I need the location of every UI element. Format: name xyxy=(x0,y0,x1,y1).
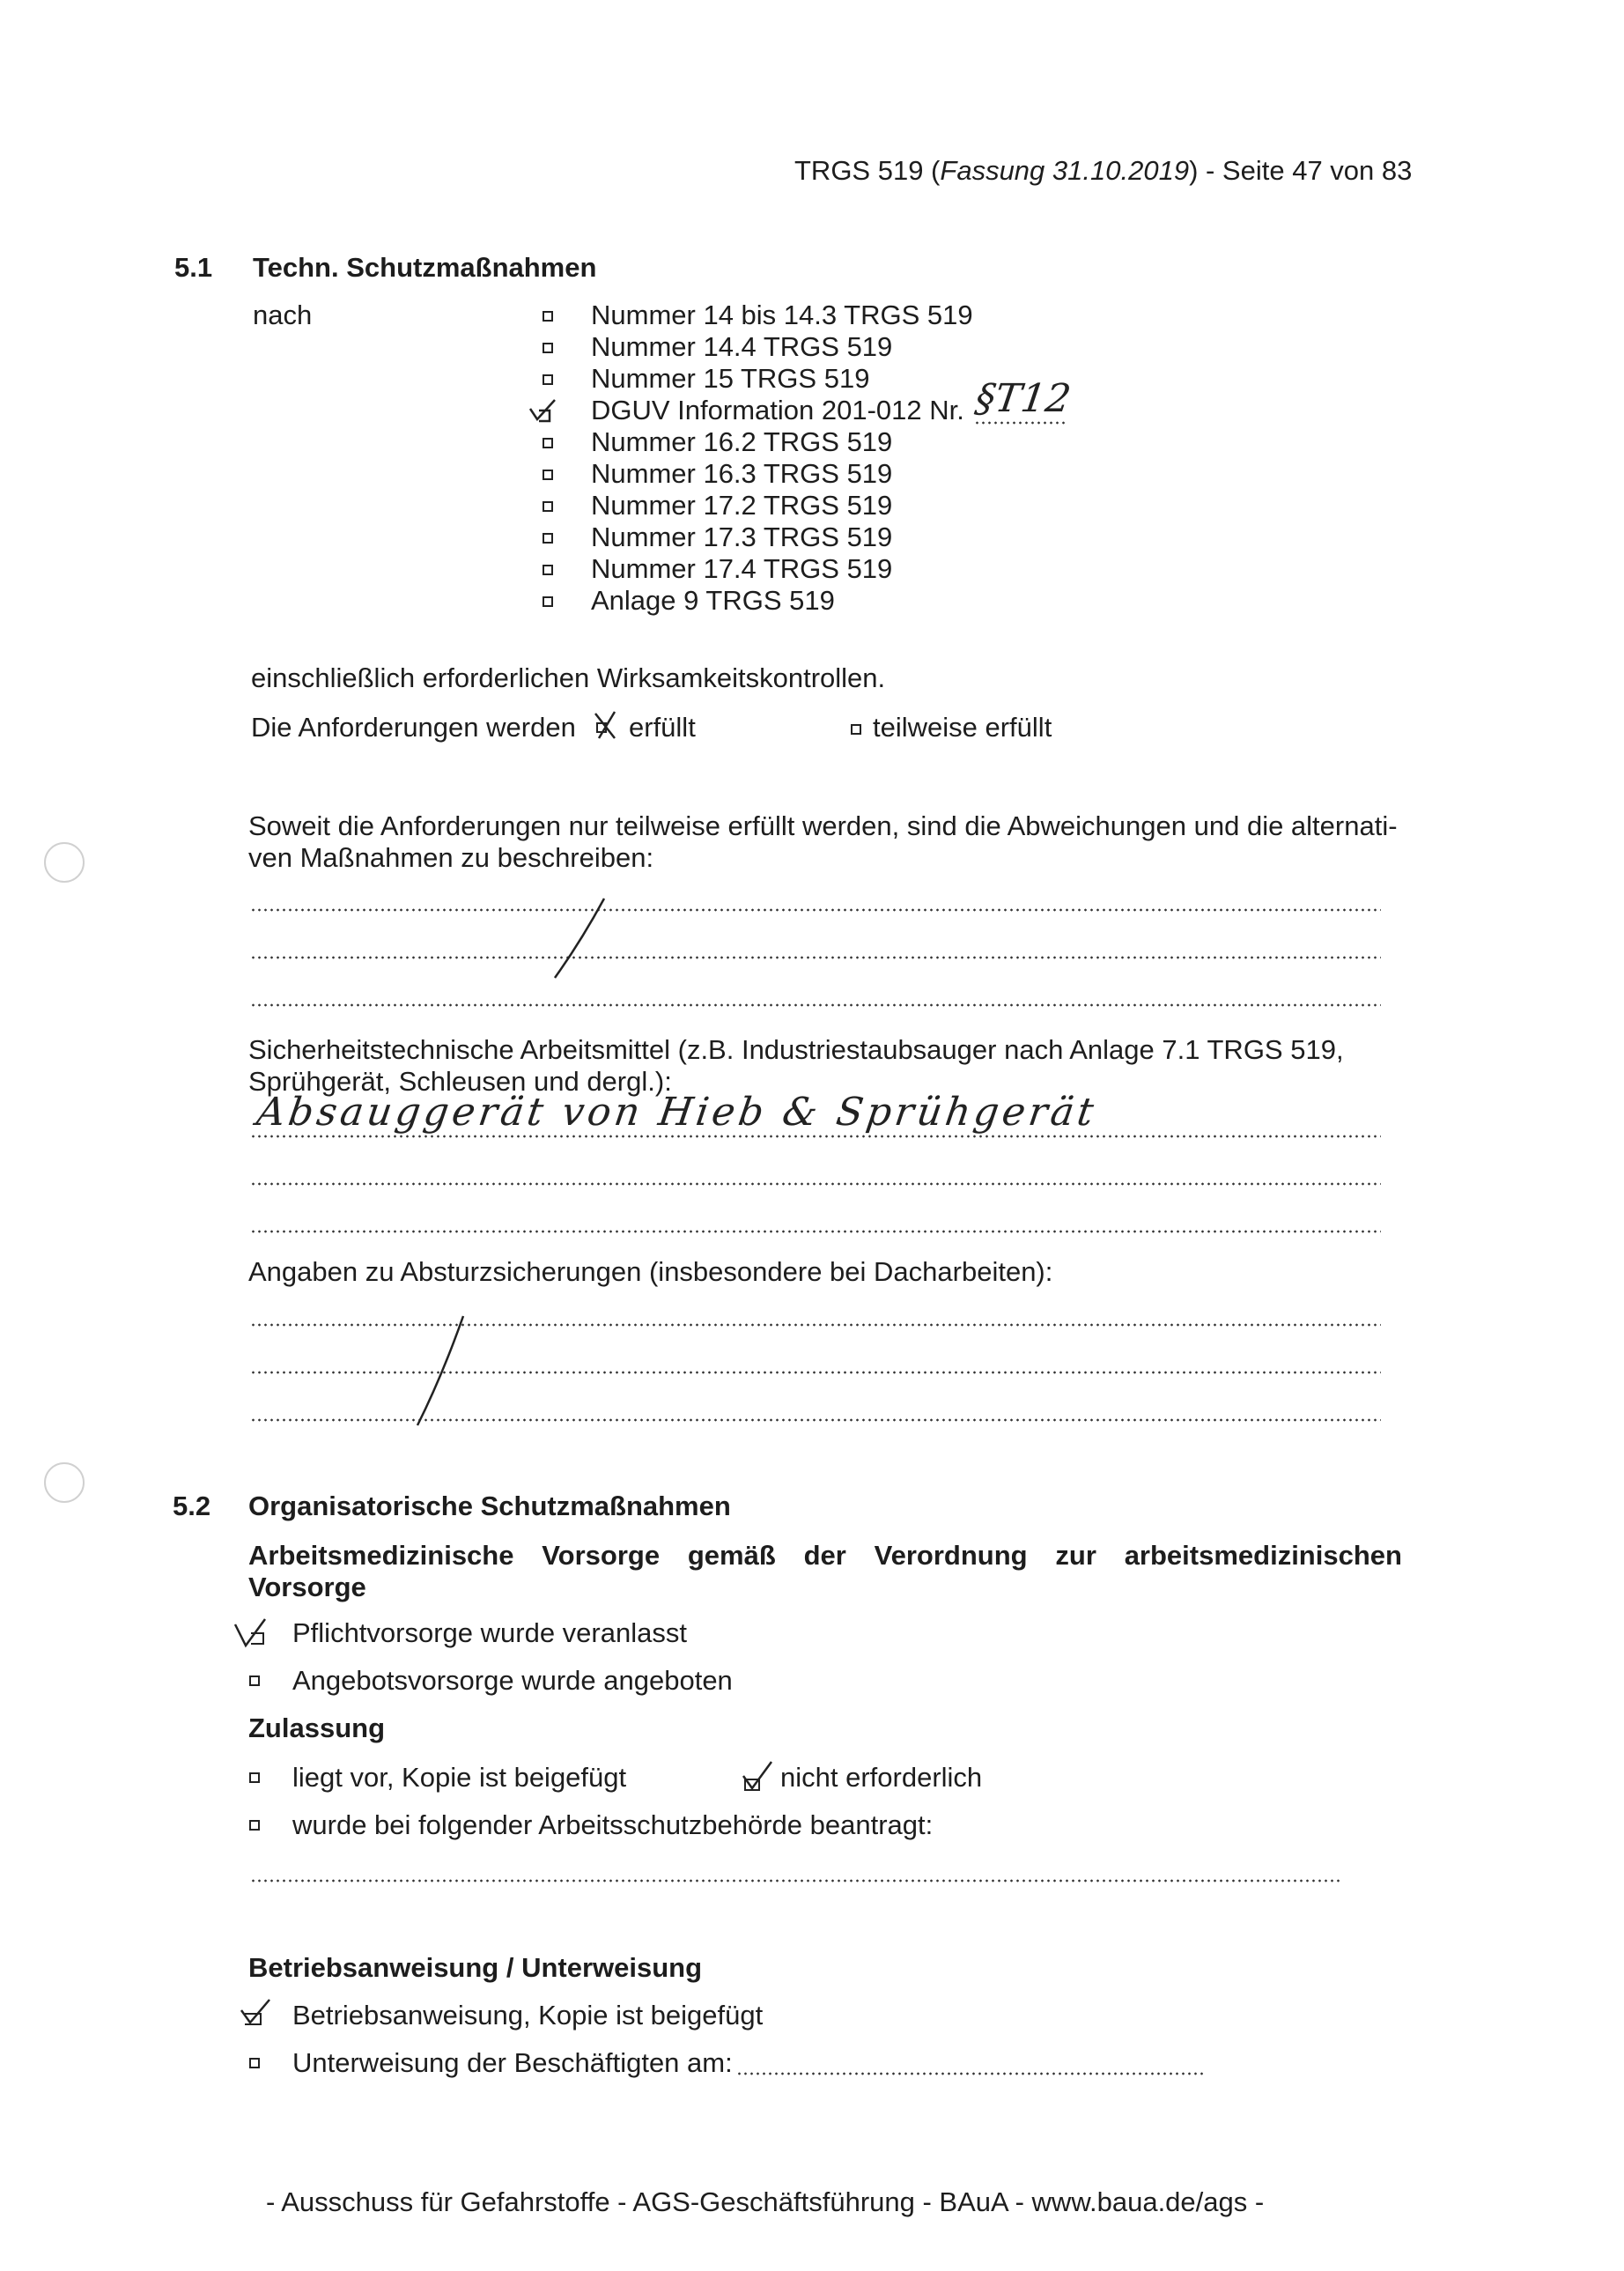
unterweisung-checkbox[interactable] xyxy=(249,2058,260,2068)
section-5-1-number: 5.1 xyxy=(174,252,213,283)
fulfilled-label: erfüllt xyxy=(629,712,696,743)
equipment-line-3[interactable] xyxy=(250,1230,1381,1233)
deviation-line-3[interactable] xyxy=(250,1003,1381,1007)
option-checkbox[interactable] xyxy=(543,533,553,544)
occupational-word: arbeitsmedizinischen xyxy=(1124,1540,1402,1571)
option-checkbox[interactable] xyxy=(543,596,553,607)
liegt-vor-label: liegt vor, Kopie ist beigefügt xyxy=(292,1762,627,1793)
option-checkbox[interactable] xyxy=(543,565,553,575)
option-label: Nummer 15 TRGS 519 xyxy=(591,363,870,394)
option-checkbox[interactable] xyxy=(543,470,553,480)
partially-checkbox[interactable] xyxy=(851,724,861,735)
occupational-word: Vorsorge xyxy=(542,1540,661,1571)
liegt-vor-checkbox[interactable] xyxy=(249,1772,260,1783)
page-header: TRGS 519 (Fassung 31.10.2019) - Seite 47 von 83 xyxy=(794,155,1413,186)
unterweisung-date-line[interactable] xyxy=(736,2072,1207,2075)
equipment-text-line-1: Sicherheitstechnische Arbeitsmittel (z.B. Industriestaubsauger nach Anlage 7.1 TRGS 519, xyxy=(248,1034,1344,1065)
occupational-line-2: Vorsorge xyxy=(248,1572,366,1602)
option-label: Nummer 16.3 TRGS 519 xyxy=(591,458,893,489)
betriebsanweisung-label: Betriebsanweisung, Kopie ist beigefügt xyxy=(292,2000,764,2031)
beantragt-checkbox[interactable] xyxy=(249,1820,260,1831)
requirements-label: Die Anforderungen werden xyxy=(251,712,576,743)
equipment-handwriting: Absauggerät von Hieb & Sprühgerät xyxy=(254,1090,1100,1135)
nach-label: nach xyxy=(253,300,313,330)
fall-protection-text: Angaben zu Absturzsicherungen (insbesondere bei Dacharbeiten): xyxy=(248,1256,1053,1287)
inclusive-text: einschließlich erforderlichen Wirksamkeitskontrollen. xyxy=(251,662,886,693)
page-footer: - Ausschuss für Gefahrstoffe - AGS-Geschäftsführung - BAuA - www.baua.de/ags - xyxy=(266,2186,1265,2217)
option-checkbox[interactable] xyxy=(543,374,553,385)
option-label: Nummer 14.4 TRGS 519 xyxy=(591,331,893,362)
occupational-word: der xyxy=(803,1540,846,1571)
occupational-line-1 xyxy=(248,1540,1402,1572)
fall-protection-strike-icon xyxy=(410,1314,472,1429)
angebot-checkbox[interactable] xyxy=(249,1676,260,1686)
option-checkbox[interactable] xyxy=(543,311,553,322)
deviation-text-line-1: Soweit die Anforderungen nur teilweise erfüllt werden, sind die Abweichungen und die alternati- xyxy=(248,810,1398,841)
punch-hole-top xyxy=(44,842,85,883)
option-label: Nummer 16.2 TRGS 519 xyxy=(591,426,893,457)
option-checkbox[interactable] xyxy=(543,438,553,448)
option-checkbox[interactable] xyxy=(543,501,553,512)
beantragt-label: wurde bei folgender Arbeitsschutzbehörde beantragt: xyxy=(292,1809,934,1840)
betrieb-title: Betriebsanweisung / Unterweisung xyxy=(248,1952,703,1983)
section-5-2-title: Organisatorische Schutzmaßnahmen xyxy=(248,1491,731,1521)
option-label: Nummer 17.3 TRGS 519 xyxy=(591,522,893,552)
deviation-line-1[interactable] xyxy=(250,908,1381,912)
equipment-line-1[interactable] xyxy=(250,1135,1381,1138)
zulassung-title: Zulassung xyxy=(248,1712,386,1743)
betriebsanweisung-check-mark-icon xyxy=(240,1998,273,2028)
occupational-word: zur xyxy=(1055,1540,1096,1571)
dguv-number-handwriting: §T12 xyxy=(972,376,1074,421)
fulfilled-check-mark-icon xyxy=(588,708,624,743)
angebot-label: Angebotsvorsorge wurde angeboten xyxy=(292,1665,733,1696)
occupational-word: Verordnung xyxy=(874,1540,1028,1571)
option-label: Nummer 17.4 TRGS 519 xyxy=(591,553,893,584)
option-label: Anlage 9 TRGS 519 xyxy=(591,585,835,616)
occupational-word: Arbeitsmedizinische xyxy=(248,1540,514,1571)
nicht-erforderlich-check-mark-icon xyxy=(740,1760,775,1794)
equipment-text-line-2: Sprühgerät, Schleusen und dergl.): xyxy=(248,1066,672,1097)
option-checkbox[interactable] xyxy=(543,343,553,353)
nicht-erforderlich-label: nicht erforderlich xyxy=(780,1762,983,1793)
pflicht-label: Pflichtvorsorge wurde veranlasst xyxy=(292,1617,687,1648)
deviation-line-2[interactable] xyxy=(250,956,1381,959)
pflicht-check-mark-icon xyxy=(233,1617,270,1651)
dguv-number-line[interactable] xyxy=(974,421,1067,425)
option-label: DGUV Information 201-012 Nr. xyxy=(591,395,964,425)
section-5-1-title: Techn. Schutzmaßnahmen xyxy=(253,252,597,283)
option-label: Nummer 14 bis 14.3 TRGS 519 xyxy=(591,300,973,330)
deviation-strike-icon xyxy=(546,897,608,985)
unterweisung-label: Unterweisung der Beschäftigten am: xyxy=(292,2047,733,2078)
authority-line[interactable] xyxy=(250,1879,1342,1883)
option-label: Nummer 17.2 TRGS 519 xyxy=(591,490,893,521)
equipment-line-2[interactable] xyxy=(250,1182,1381,1186)
partially-label: teilweise erfüllt xyxy=(873,712,1052,743)
section-5-2-number: 5.2 xyxy=(173,1491,211,1521)
punch-hole-bottom xyxy=(44,1462,85,1503)
deviation-text-line-2: ven Maßnahmen zu beschreiben: xyxy=(248,842,654,873)
occupational-word: gemäß xyxy=(687,1540,776,1571)
option-check-mark-icon xyxy=(528,398,560,425)
